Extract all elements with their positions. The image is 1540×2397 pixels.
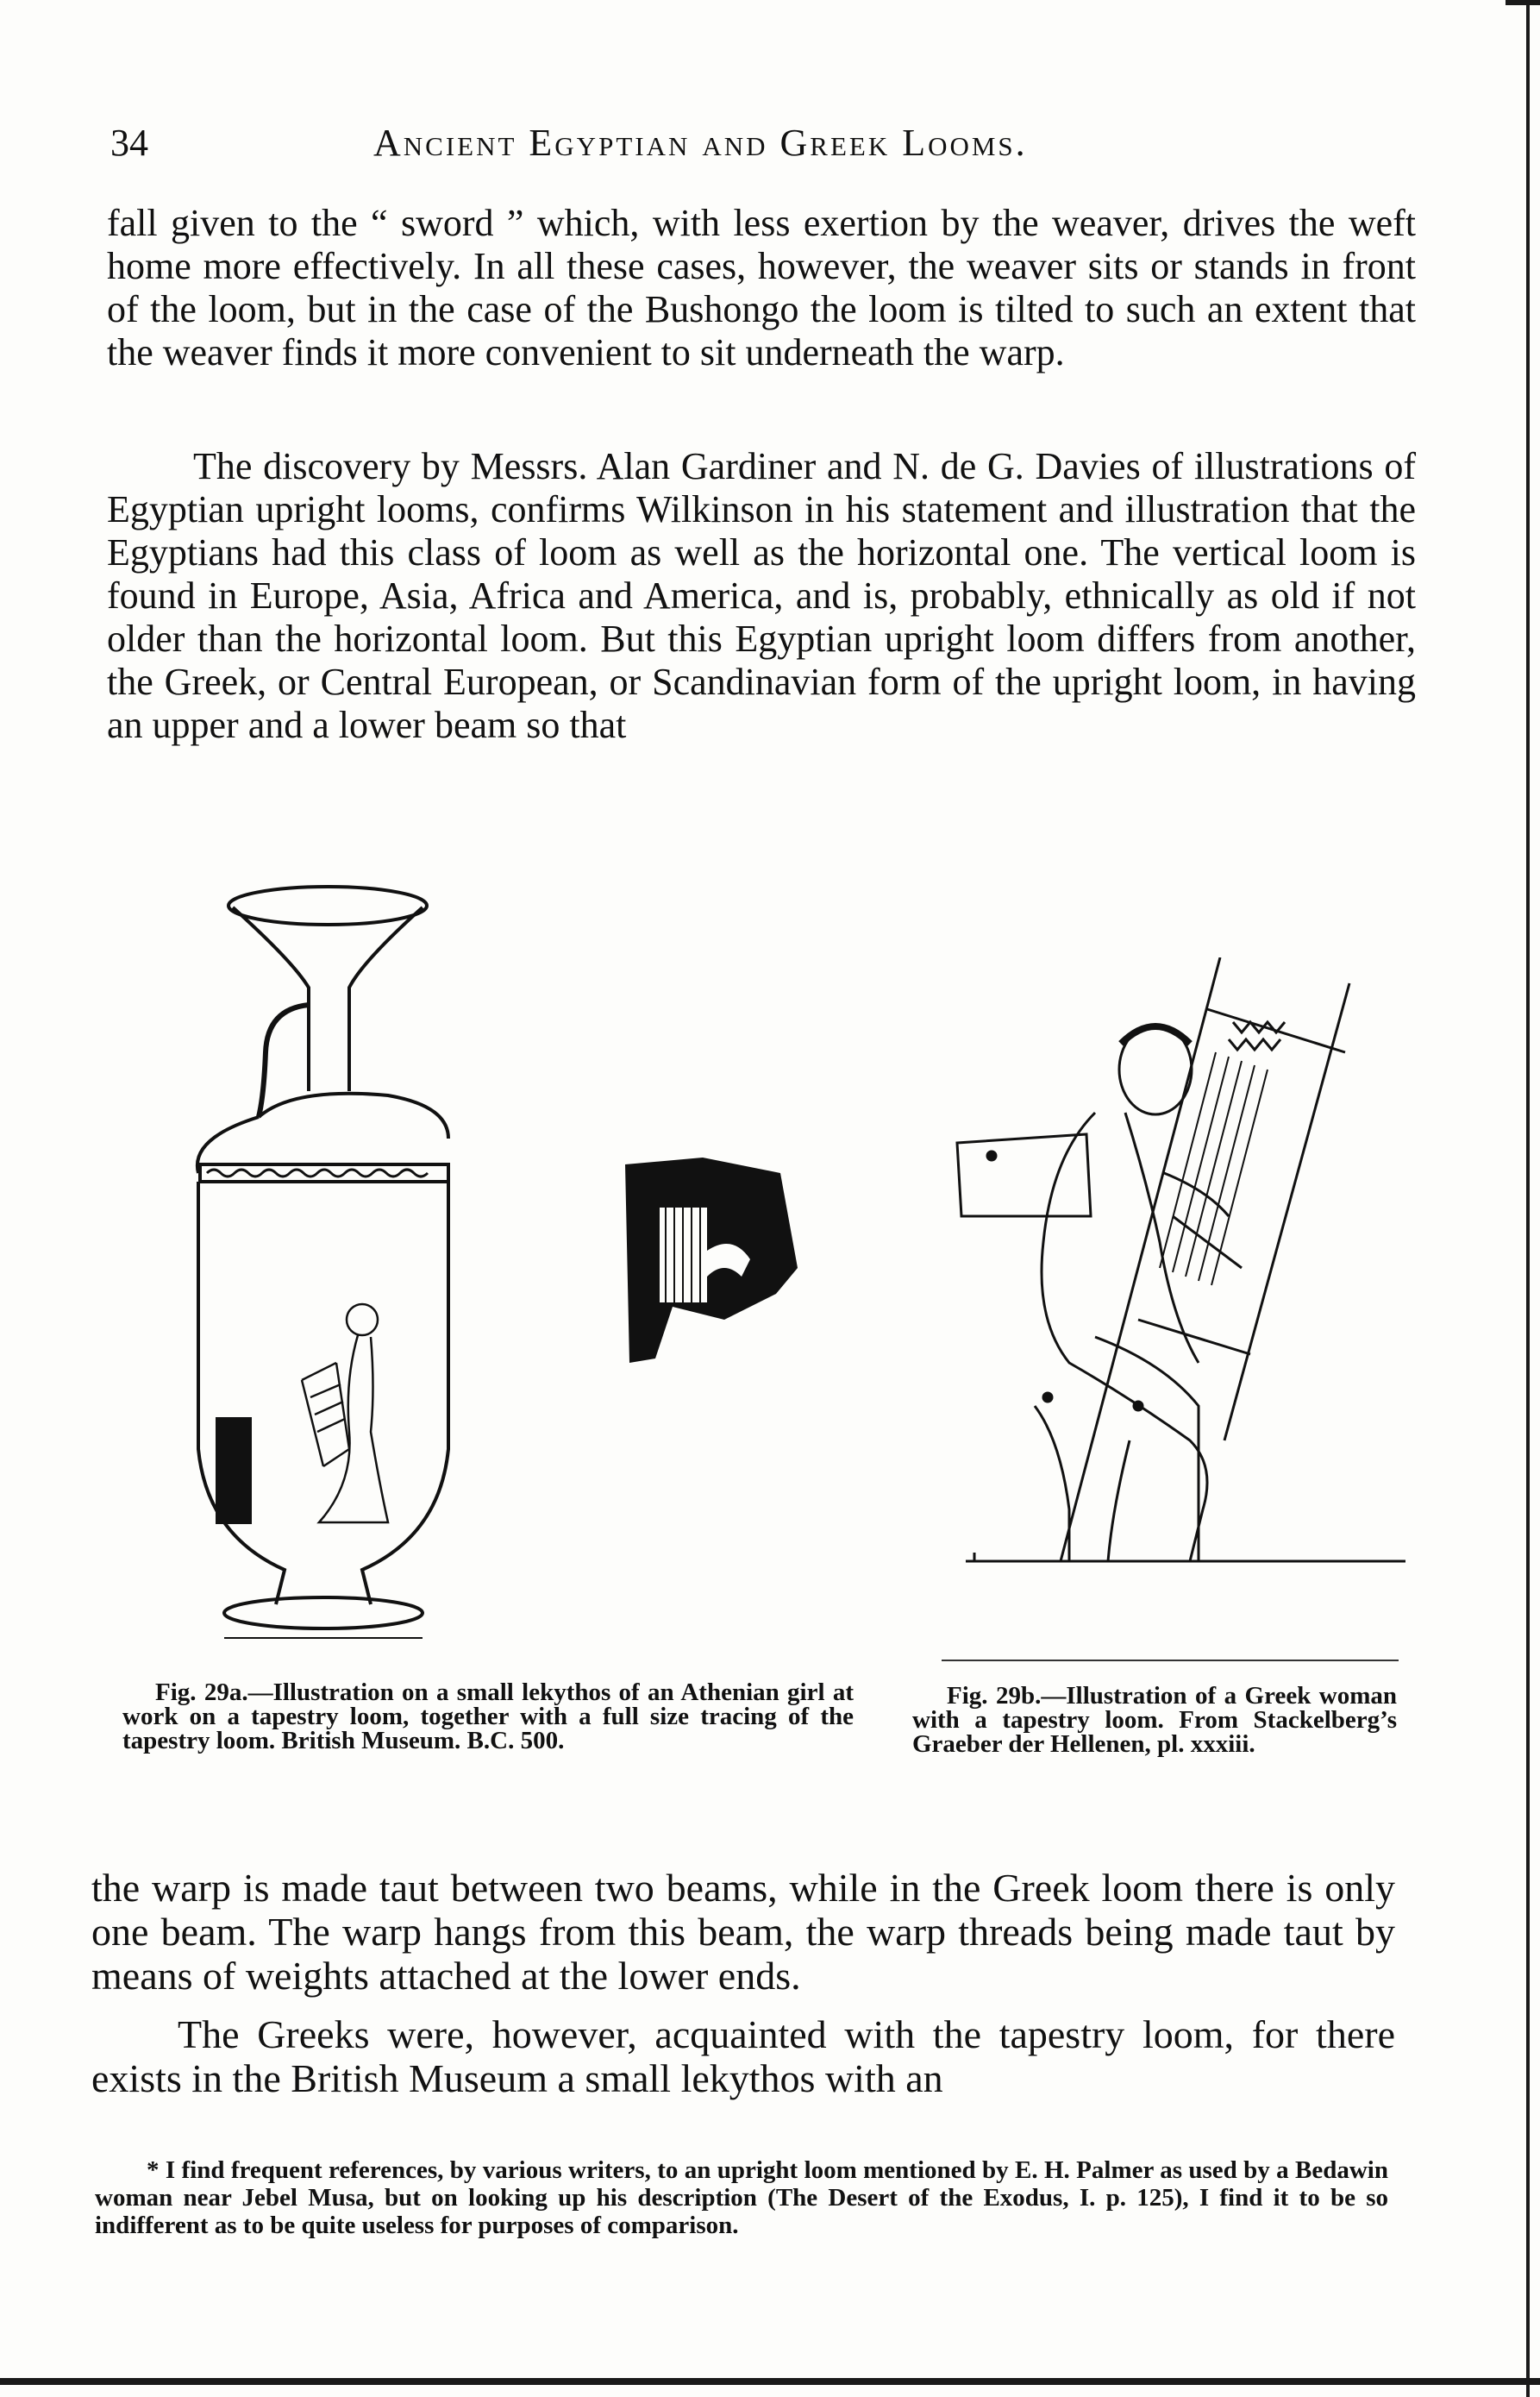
page-edge-top	[1506, 0, 1540, 5]
page-bottom-rule	[0, 2378, 1540, 2385]
greek-woman-loom-illustration	[940, 957, 1405, 1647]
paragraph-4: The Greeks were, however, acquainted with the tapestry loom, for there exists in the British Museum a small lekythos with an	[91, 2012, 1395, 2100]
caption-divider	[942, 1660, 1399, 1661]
page-edge-line	[1526, 0, 1530, 2397]
caption-fig-29b: Fig. 29b.—Illustration of a Greek woman with a tapestry loom. From Stackelberg’s Graeber der Hellenen, pl. xxxiii.	[912, 1682, 1397, 1758]
paragraph-3: the warp is made taut between two beams, while in the Greek loom there is only one beam. The warp hangs from this beam, the warp threads being made taut by means of weights attached at the lower ends.	[91, 1866, 1395, 1998]
page-number: 34	[110, 122, 148, 164]
caption-fig-29a: Fig. 29a.—Illustration on a small lekythos of an Athenian girl at work on a tapestry loom, together with a full size tracing of the tapestry loom. British Museum. B.C. 500.	[122, 1679, 854, 1754]
loom-fragment-tracing	[621, 1156, 802, 1363]
paragraph-2: The discovery by Messrs. Alan Gardiner and N. de G. Davies of illustrations of Egyptian upright looms, confirms Wilkinson in his statement and illustration that the Egyptians had this class of loom as well as the horizontal one. The vertical loom is found in Europe, Asia, Africa and America, and is, probably, ethnically as old if not older than the horizontal loom. But this Egyptian upright loom differs from another, the Greek, or Central European, or Scandinavian form of the upright loom, in having an upper and a lower beam so that	[107, 445, 1416, 746]
page-header	[110, 121, 1412, 173]
footnote: * I find frequent references, by various writers, to an upright loom mentioned by E. H. Palmer as used by a Bedawin woman near Jebel Musa, but on looking up his description (The Desert of the Exodus, I. p. 125), I find it to be so indifferent as to be quite useless for purposes of comparison.	[95, 2156, 1388, 2239]
running-head: Ancient Egyptian and Greek Looms.	[373, 122, 1028, 164]
paragraph-1: fall given to the “ sword ” which, with less exertion by the weaver, drives the weft home more effectively. In all these cases, however, the weaver sits or stands in front of the loom, but in the case of the Bushongo the loom is tilted to such an extent that the weaver finds it more convenient to sit underneath the warp.	[107, 202, 1416, 373]
lekythos-illustration	[172, 880, 517, 1639]
